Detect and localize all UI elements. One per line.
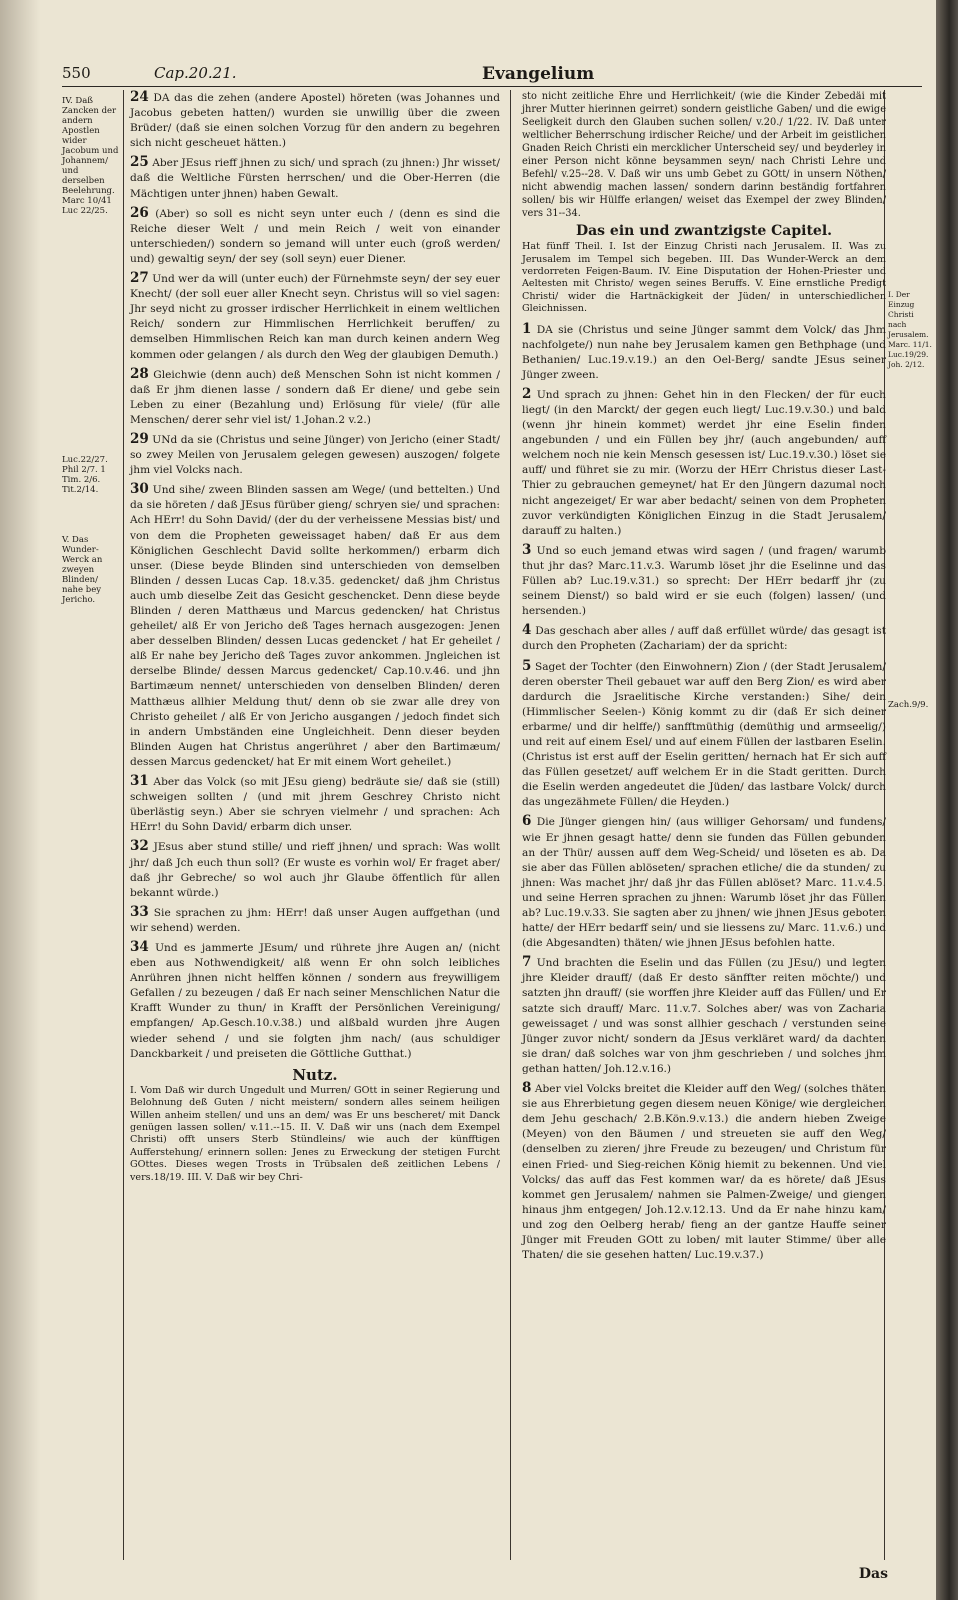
verse-number: 1	[522, 320, 532, 337]
verse	[130, 367, 500, 428]
verse	[130, 271, 500, 363]
verse-number: 31	[130, 773, 149, 790]
verse-text: Das geschach aber alles / auff daß erfüllet würde/ das gesagt ist durch den Propheten (Zachariam) der da spricht:	[522, 625, 887, 653]
running-title: Evangelium	[482, 64, 595, 84]
verse-number: 7	[522, 954, 532, 971]
chapter-title: Das ein und zwantzigste Capitel.	[575, 223, 833, 239]
verse-text: Gleichwie (denn auch) deß Menschen Sohn ist nicht kommen / daß Er jhm dienen lasse / sondern daß Er diene/ und gebe sein Leben zu einer (Bezahlung und) Erlösung für viele/ (für alle Menschen/ derer sehr viel ist/ 1.Johan.2 v.2.)	[130, 368, 500, 426]
right-column	[522, 90, 886, 1267]
verse-number: 5	[522, 657, 532, 674]
margin-note: I. Der Einzug Christi nach Jerusalem. Marc. 11/1. Luc.19/29. Joh. 2/12.	[888, 290, 932, 369]
verse-text: Aber JEsus rieff jhnen zu sich/ und sprach (zu jhnen:) Jhr wisset/ daß die Weltliche Fürsten herrschen/ und die Ober-Herren (die Mächtigen unter jhnen) haben Gewalt.	[130, 157, 500, 200]
verse-text: JEsus aber stund stille/ und rieff jhnen/ und sprach: Was wollt jhr/ daß Jch euch thun soll? (Er wuste es vorhin wol/ Er fraget aber/ daß jhr Gebreche/ so wol auch jhr Glaube öffentlich für allen bekannt würde.)	[130, 841, 500, 899]
verse-text: Und sprach zu jhnen: Gehet hin in den Flecken/ der für euch liegt/ (in den Marckt/ der gegen euch liegt/ Luc.19.v.30.) und bald (wenn jhr hinein kommet) werdet jhr eine Eselin finden angebunden / und ein Füllen bey jhr/ (auch angebunden/ auff welchem noch nie kein Mensch gesessen ist/ Luc.19.v.30.) löset sie auff/ und führet sie zu mir. (Worzu der HErr Christus dieser Last-Thier zu gebrauchen gemeynet/ hat Er den Jüngern dazumal noch nicht angezeiget/ Er war aber bedacht/ seinen von dem Propheten zuvor verkündigten Königlichen Einzug in die Stadt Jerusalem/ darauff zu halten.)	[522, 388, 887, 537]
verse	[522, 387, 886, 539]
verse	[130, 90, 500, 151]
verse	[130, 155, 500, 201]
catchword: Das	[858, 1566, 888, 1582]
verse	[130, 432, 500, 478]
verse-number: 30	[130, 481, 149, 498]
chapter-label: Cap.20.21.	[154, 64, 237, 82]
verse-text: Und wer da will (unter euch) der Fürnehmste seyn/ der sey euer Knecht/ (der soll euer aller Knecht seyn. Christus will so viel sagen: Jhr seyd nicht zu grosser irdischer Herrlichkeit in einem weltlichen Reich/ sondern zur Himmlischen Herrlichkeit beruffen/ zu demselben Himmlischen Reich kan man durch keinen andern Weg kommen oder gelangen / als durch den Weg der glaubigen Demuth.)	[130, 273, 500, 361]
margin-note: Zach.9/9.	[888, 700, 929, 710]
verse	[130, 482, 500, 770]
verse-text: (Aber) so soll es nicht seyn unter euch / (denn es sind die Reiche dieser Welt / und mein Reich / weit von einander unterschieden/) sondern so jemand will unter euch (groß werden/ und) gewaltig seyn/ der sey (soll seyn) euer Diener.	[130, 207, 500, 265]
verse	[522, 955, 886, 1077]
verse	[130, 774, 500, 835]
verse	[522, 659, 886, 811]
verse	[522, 814, 886, 951]
verse-number: 2	[522, 385, 532, 402]
verse	[522, 322, 886, 383]
verse-text: Und es jammerte JEsum/ und rührete jhre Augen an/ (nicht eben aus Nothwendigkeit/ alß wenn Er ohn solch leibliches Anrühren jhnen nicht helffen können / sondern aus freywilligem Gefallen / zu bezeugen / daß Er nach seiner Menschlichen Natur die Krafft Wunder zu thun/ in Krafft der Persönlichen Vereinigung/ empfangen/ Ap.Gesch.10.v.38.) und alßbald wurden jhre Augen wieder sehend / und sie folgten jhm nach/ (aus schuldiger Danckbarkeit / und preiseten die Göttliche Gutthat.)	[130, 941, 500, 1060]
verse-number: 24	[130, 89, 149, 105]
verse-text: Aber das Volck (so mit JEsu gieng) bedräute sie/ daß sie (still) schweigen sollten / (und mit jhrem Geschrey Christo nicht überlästig seyn.) Aber sie schryen vielmehr / und sprachen: Ach HErr! du Sohn David/ erbarm dich unser.	[130, 776, 500, 834]
gutter-shadow	[0, 0, 40, 1600]
verse-number: 8	[522, 1080, 532, 1097]
continued-summary: sto nicht zeitliche Ehre und Herrlichkeit/ (wie die Kinder Zebedäi mit jhrer Mutter hierinnen geirret) sondern geistliche Gaben/ und die ewige Seeligkeit durch den Glauben suchen sollen/ v.20./ 1/22. IV. Daß unter weltlicher Beherrschung irdischer Reiche/ und der Arbeit im geistlichen Gnaden Reich Christi ein mercklicher Unterscheid sey/ und beyderley in einer Person nicht könne beysammen seyn/ nach Christi Lehre und Befehl/ v.25--28. V. Daß wir uns umb Gebet zu GOtt/ in unsern Nöthen/ nicht abwendig machen lassen/ sondern darinn beständig fortfahren sollen/ bis wir Hülffe erlangen/ weiset das Exempel der zwey Blinden/ vers 31--34.	[522, 91, 886, 219]
verse	[522, 543, 886, 619]
verse	[130, 940, 500, 1062]
margin-note: V. Das Wunder-Werck an zweyen Blinden/ nahe bey Jericho.	[62, 535, 103, 605]
nutz-text: I. Vom Daß wir durch Ungedult und Murren/ GOtt in seiner Regierung und Belohnung deß Guten / nicht meistern/ sondern alles seinem heiligen Willen anheim stellen/ und uns an dem/ was Er uns bescheret/ mit Danck genügen lassen sollen/ v.11.--15. II. V. Daß wir uns (nach dem Exempel Christi) offt unsers Sterb Stündleins/ wie auch der künfftigen Aufferstehung/ erinnern sollen: Jenes zu Erweckung der stetigen Furcht GOttes. Dieses wegen Trosts in Trübsalen deß zeitlichen Lebens / vers.18/19. III. V. Daß wir bey Chri-	[130, 1084, 500, 1183]
verse-number: 25	[130, 154, 149, 171]
verse-number: 26	[130, 204, 149, 221]
margin-note: Luc.22/27. Phil 2/7. 1 Tim. 2/6. Tit.2/14.	[62, 455, 108, 495]
verse-text: Die Jünger giengen hin/ (aus williger Gehorsam/ und fundens/ wie Er jhnen gesagt hatte/ denn sie funden das Füllen gebunden an der Thür/ aussen auff dem Weg-Scheid/ und löseten es ab. Da sie aber das Füllen ablöseten/ sprachen etliche/ die da stunden/ zu jhnen: Was machet jhr/ daß jhr das Füllen ablöset? Marc. 11.v.4.5. und seine Herren sprachen zu jhnen: Warumb löset jhr das Füllen ab? Luc.19.v.33. Sie sagten aber zu jhnen/ wie jhnen JEsus geboten hatte/ der HErr bedarff sein/ und sie liessens zu/ Marc. 11.v.6.) und (die Abgesandten) thäten/ wie jhnen JEsus befohlen hatte.	[522, 816, 886, 950]
margin-note: IV. Daß Zancken der andern Apostlen wider Jacobum und Johannem/ und derselben Beelehrung. Marc 10/41 Luc 22/25.	[62, 96, 119, 216]
verse-text: Und brachten die Eselin und das Füllen (zu JEsu/) und legten jhre Kleider drauff/ (daß Er desto sänffter reiten möchte/) und satzten jhn drauff/ (sie worffen jhre Kleider auff das Füllen/ und Er satzte sich drauff/ Marc. 11.v.7. Solches aber/ was von Zacharia geweissaget / und was sonst allhier geschach / verstunden seine Jünger zuvor nicht/ sondern da JEsus verkläret ward/ da dachten sie dran/ daß solches war von jhm geschrieben / und solches jhm gethan hatten/ Joh.12.v.16.)	[522, 957, 886, 1075]
verse-number: 29	[130, 430, 149, 447]
page-number: 550	[62, 64, 91, 82]
verse-number: 34	[130, 938, 149, 955]
verse-number: 3	[522, 541, 532, 558]
verse-text: Und sihe/ zween Blinden sassen am Wege/ (und bettelten.) Und da sie höreten / daß JEsus fürüber gieng/ schryen sie/ und sprachen: Ach HErr! du Sohn David/ (der du der verheissene Messias bist/ und von dem die Propheten geweissaget haben/ daß Er aus dem Königlichen Geschlecht David sollte herkommen/) erbarm dich unser. (Diese beyde Blinden sind unterschieden von demselben Blinden / dessen Lucas Cap. 18.v.35. gedencket/ daß jhm Christus auch umb dieselbe Zeit das Gesicht geschencket. Denn diese beyde Blinden / deren Matthæus und Marcus gedencken/ hat Christus geheilet/ alß Er von Jericho deß Tages hernach ausgezogen: Jenen aber desselben Blinden/ dessen Lucas gedencket / hat Er geheilet / alß Er nahe bey Jericho deß Tages zuvor ankommen. Jngleichen ist derselbe Blinde/ dessen Marcus gedencket/ Cap.10.v.46. und jhn Bartimæum nennet/ unterschieden von denselben Blinden/ deren Matthæus allhier Meldung thut/ denn ob sie zwar alle drey von Christo geheilet / alß Er von Jericho ausgangen / jedoch findet sich in andern Umbständen eine Ungleichheit. Denn dieser beyden Blinden Augen hat Christus angerühret / aber den Bartimæum/ dessen Marcus gedencket/ hat Er mit einem Wort geheilet.)	[130, 484, 500, 768]
chapter-summary: Hat fünff Theil. I. Ist der Einzug Christi nach Jerusalem. II. Was zu Jerusalem im Tempel sich begeben. III. Das Wunder-Werck an dem verdorreten Feigen-Baum. IV. Eine Disputation der Hohen-Priester und Aeltesten mit Christo/ wegen seines Beruffs. V. Eine ernstliche Predigt Christi/ wider die Hartnäckigkeit der Jüden/ in unterschiedlichen Gleichnissen.	[522, 241, 886, 315]
verse	[522, 623, 886, 654]
verse-text: Und so euch jemand etwas wird sagen / (und fragen/ warumb thut jhr das? Marc.11.v.3. Warumb löset jhr die Eselinne und das Füllen ab? Luc.19.v.31.) so sprecht: Der HErr bedarff jhr (zu seinem Dienst/) so bald wird er sie euch (folgen) lassen/ (und hersenden.)	[522, 544, 886, 618]
verse-number: 32	[130, 838, 149, 855]
verse-number: 27	[130, 270, 149, 287]
verse-text: Saget der Tochter (den Einwohnern) Zion / (der Stadt Jerusalem/ deren oberster Theil gebauet war auff den Berg Zion/ es wird aber dardurch die Jsraelitische Kirche verstanden:) Sihe/ dein (Himmlischer Seelen-) König kommt zu dir (daß Er sich deiner erbarme/ und dir helffe/) sanfftmüthig (demüthig und armseelig/) und reit auf einem Esel/ und auf einem Füllen der lastbaren Eselin. (Christus ist erst auff der Eselin geritten/ hernach hat Er sich auff das Füllen gesetzet/ auff welchem Er in die Stadt geritten. Durch die Eselin werden angedeutet die Jüden/ das lastbare Volck/ durch das ungezähmete Füllen/ die Heyden.)	[522, 660, 886, 809]
verse	[522, 1081, 886, 1263]
verse	[130, 206, 500, 267]
verse-number: 28	[130, 365, 149, 382]
verse	[130, 839, 500, 900]
page-header	[62, 64, 922, 87]
verse-number: 4	[522, 622, 532, 639]
verse-text: Sie sprachen zu jhm: HErr! daß unser Augen auffgethan (und wir sehend) werden.	[130, 906, 500, 934]
page-edge	[936, 0, 958, 1600]
verse-number: 33	[130, 903, 149, 920]
verse-text: Aber viel Volcks breitet die Kleider auff den Weg/ (solches thäten sie aus Ehrerbietung gegen diesem neuen Könige/ wie dergleichen dem Jehu geschach/ 2.B.Kön.9.v.13.) die andern hieben Zweige (Meyen) von den Bäumen / und streueten sie auff den Weg/ (denselben zu zieren/ jhre Freude zu bezeugen/ und Christum für einen Fried- und Sieg-reichen König hiemit zu bekennen. Und viel Volcks/ das auff das Fest kommen war/ da es hörete/ daß JEsus kommet gen Jerusalem/ nahmen sie Palmen-Zweige/ und giengen hinaus jhm entgegen/ Joh.12.v.12.13. Und da Er nahe hinzu kam/ und zog den Oelberg herab/ fieng an der gantze Hauffe seiner Jünger mit Freuden GOtt zu loben/ mit lauter Stimme/ über alle Thaten/ die sie gesehen hatten/ Luc.19.v.37.)	[522, 1083, 886, 1262]
verse	[130, 905, 500, 936]
verse-number: 6	[522, 813, 532, 830]
verse-text: UNd da sie (Christus und seine Jünger) von Jericho (einer Stadt/ so zwey Meilen von Jerusalem gelegen gewesen) auszogen/ folgete jhm viel Volcks nach.	[130, 433, 500, 477]
center-rule	[510, 90, 511, 1560]
verse-text: DA das die zehen (andere Apostel) höreten (was Johannes und Jacobus gebeten hatten/) wurden sie unwillig über die zween Brüder/ (daß sie einen solchen Vorzug für den andern zu begehren sich nicht gescheuet hätten.)	[130, 92, 500, 150]
verse-text: DA sie (Christus und seine Jünger sammt dem Volck/ das Jhm nachfolgete/) nun nahe bey Jerusalem kamen gen Bethphage (und Bethanien/ Luc.19.v.19.) an den Oel-Berg/ sandte JEsus seiner Jünger zween.	[522, 323, 886, 381]
left-rule	[123, 90, 124, 1560]
nutz-heading: Nutz.	[292, 1065, 338, 1084]
left-column	[130, 90, 500, 1190]
